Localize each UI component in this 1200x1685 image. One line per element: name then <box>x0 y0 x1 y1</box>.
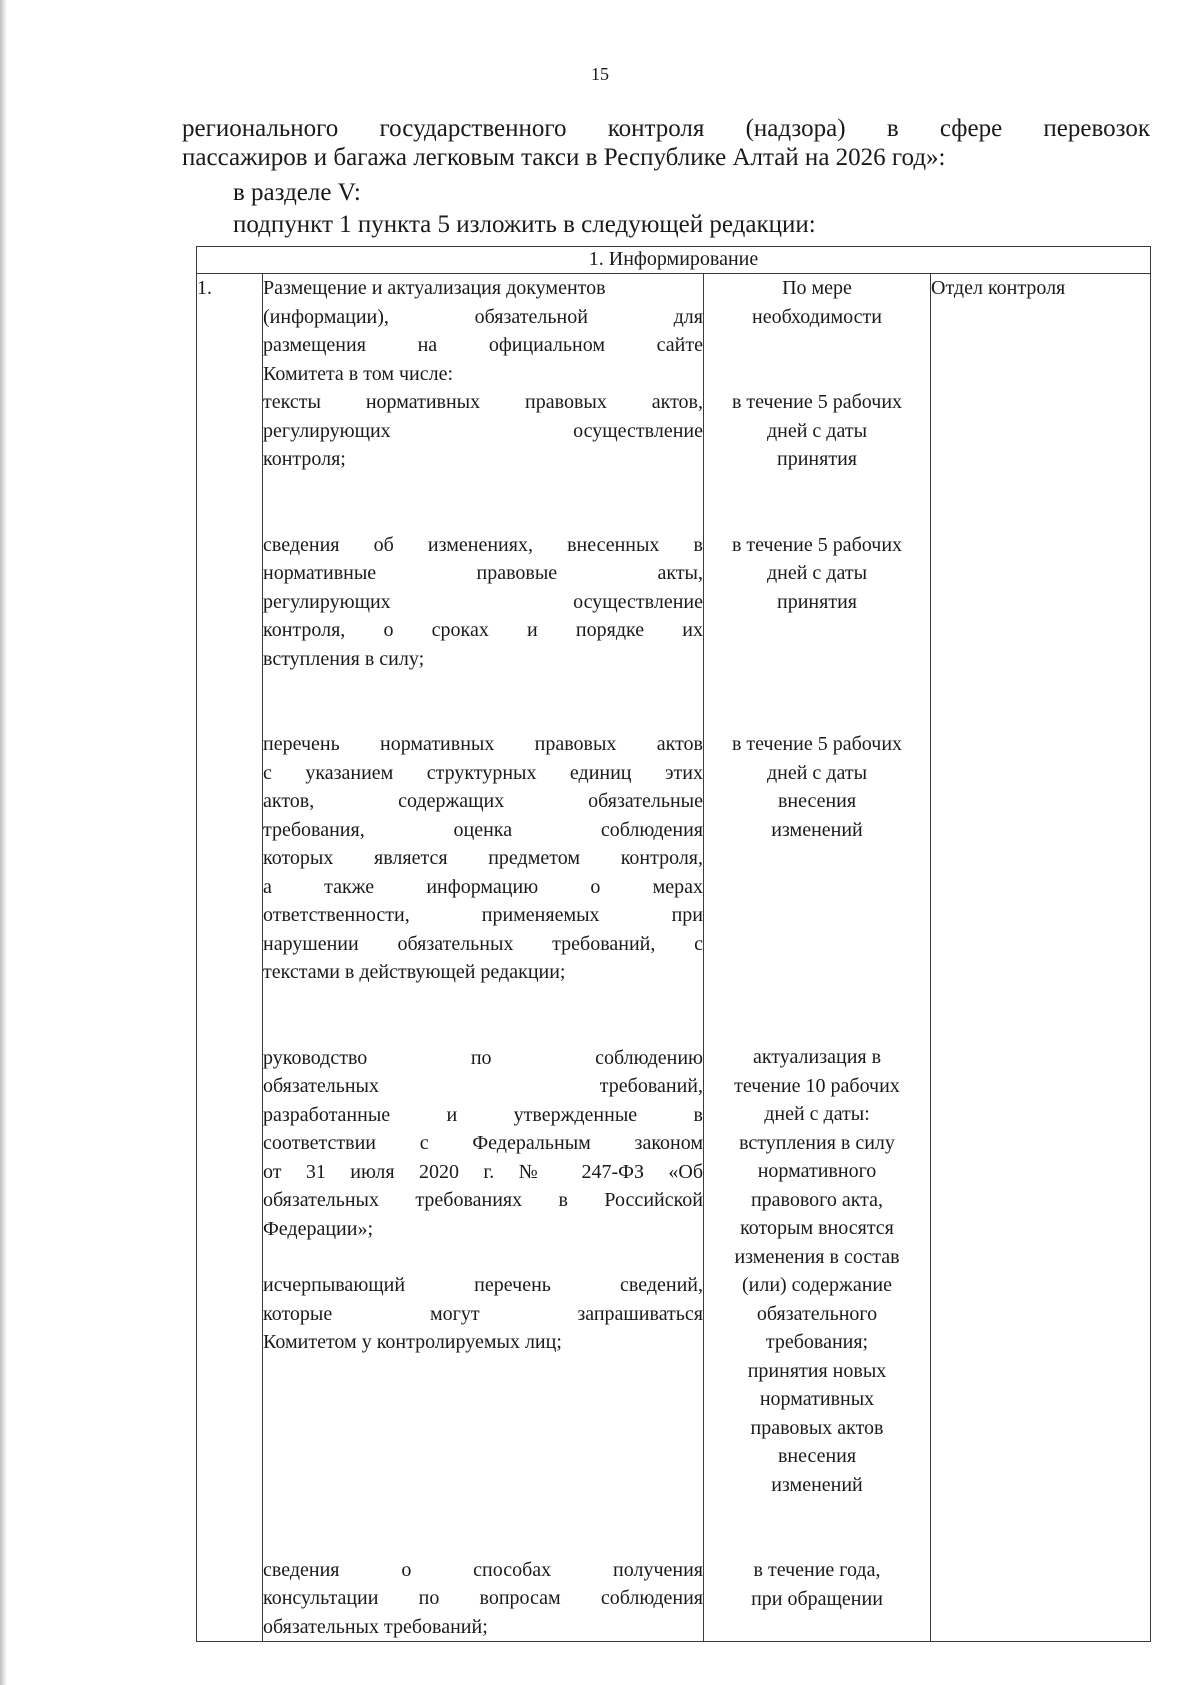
text-line: принятия <box>777 590 857 613</box>
text-line: консультации по вопросам соблюдения <box>263 1587 703 1609</box>
text-line: Комитетом у контролируемых лиц; <box>263 1331 562 1353</box>
text-line: (информации), обязательной для <box>263 305 703 328</box>
text-line: контроля, о сроках и порядке их <box>263 619 703 641</box>
text-line: изменений <box>771 818 863 841</box>
text-line: руководство по соблюдению <box>263 1046 703 1069</box>
text-line: соответствии с Федеральным законом <box>263 1132 703 1154</box>
text-line: при обращении <box>751 1587 883 1610</box>
text-line: вступления в силу; <box>263 647 425 670</box>
text-line: (или) содержание <box>741 1274 893 1296</box>
section-title: 1. Информирование <box>197 247 1151 274</box>
table-row <box>197 274 1151 1642</box>
text-line: размещения на официальном сайте <box>263 334 703 356</box>
text-line: принятия <box>777 448 857 470</box>
executor-cell: Отдел контроля <box>931 274 1151 1642</box>
text-line: Размещение и актуализация документов <box>263 277 606 299</box>
description-entry <box>263 730 703 987</box>
page-number: 15 <box>591 64 609 84</box>
deadline-cell <box>704 274 931 1642</box>
text-line: По мере <box>782 277 852 299</box>
text-line: в течение 5 рабочих <box>731 391 903 413</box>
text-line: внесения <box>777 790 857 812</box>
text-line: обязательного <box>756 1302 878 1325</box>
text-line: нормативного <box>757 1160 877 1182</box>
text-line: правовых актов <box>750 1416 884 1439</box>
intro-line: в разделе V: <box>233 179 361 206</box>
text-line: которым вносятся <box>740 1217 894 1239</box>
description-entry <box>263 531 703 674</box>
text-line: обязательных требований; <box>263 1615 488 1638</box>
text-line: регулирующих осуществление <box>263 419 703 442</box>
text-line: в течение 5 рабочих <box>731 533 903 556</box>
text-line: дней с даты <box>766 761 868 784</box>
text-line: нарушении обязательных требований, с <box>263 932 703 955</box>
text-line: разработанные и утвержденные в <box>263 1103 703 1126</box>
text-line: регулирующих осуществление <box>263 590 703 613</box>
deadline-entry <box>704 388 930 474</box>
text-line: Федерации»; <box>263 1217 374 1240</box>
description-entry <box>263 1556 703 1642</box>
row-number: 1. <box>197 274 263 1642</box>
description-entry <box>263 388 703 474</box>
description-entry <box>263 1044 703 1244</box>
text-line: тексты нормативных правовых актов, <box>263 391 703 413</box>
text-line: перечень нормативных правовых актов <box>263 733 703 755</box>
text-line: в течение года, <box>753 1559 881 1581</box>
text-line: нормативные правовые акты, <box>263 562 703 584</box>
text-line: изменения в состав <box>734 1245 900 1268</box>
text-line: Комитета в том числе: <box>263 362 454 385</box>
description-cell <box>263 274 704 1642</box>
text-line: нормативных <box>759 1388 875 1410</box>
text-line: сведения о способах получения <box>263 1558 703 1581</box>
text-line: от 31 июля 2020 г. № 247-ФЗ «Об <box>263 1160 703 1183</box>
text-line: течение 10 рабочих <box>734 1074 900 1097</box>
text-line: которых является предметом контроля, <box>263 847 703 869</box>
text-line: обязательных требований, <box>263 1075 703 1097</box>
text-line: ответственности, применяемых при <box>263 904 703 926</box>
intro-line: пассажиров и багажа легковым такси в Республике Алтай на 2026 год»: <box>182 144 946 171</box>
text-line: а также информацию о мерах <box>263 875 703 898</box>
text-line: сведения об изменениях, внесенных в <box>263 533 703 556</box>
text-line: требования, оценка соблюдения <box>263 818 703 841</box>
scan-edge <box>0 0 7 1685</box>
description-entry <box>263 1271 703 1357</box>
text-line: исчерпывающий перечень сведений, <box>263 1274 703 1296</box>
deadline-entry <box>704 531 930 617</box>
text-line: принятия новых <box>747 1359 887 1382</box>
text-line: дней с даты <box>766 419 868 442</box>
text-line: с указанием структурных единиц этих <box>263 761 703 784</box>
text-line: дней с даты <box>766 562 868 584</box>
text-line: требования; <box>765 1331 869 1353</box>
text-line: дней с даты: <box>764 1103 870 1125</box>
text-line: контроля; <box>263 448 346 470</box>
intro-line: регионального государственного контроля (надзора) в сфере перевозок <box>182 115 1150 142</box>
text-line: которые могут запрашиваться <box>263 1302 703 1325</box>
activity-table <box>196 246 1151 1642</box>
deadline-entry <box>704 730 930 844</box>
text-line: правового акта, <box>750 1188 884 1211</box>
section-row <box>197 247 1151 274</box>
text-line: вступления в силу <box>739 1131 895 1154</box>
deadline-entry <box>704 1043 930 1499</box>
description-entry <box>263 274 703 388</box>
deadline-entry <box>704 1556 930 1613</box>
text-line: необходимости <box>751 305 882 328</box>
text-line: актов, содержащих обязательные <box>263 790 703 812</box>
intro-line: подпункт 1 пункта 5 изложить в следующей редакции: <box>233 211 816 238</box>
text-line: текстами в действующей редакции; <box>263 961 566 983</box>
text-line: изменений <box>771 1473 863 1496</box>
text-line: внесения <box>777 1445 857 1467</box>
text-line: в течение 5 рабочих <box>731 733 903 755</box>
deadline-entry <box>704 274 930 331</box>
text-line: обязательных требованиях в Российской <box>263 1189 703 1211</box>
text-line: актуализация в <box>752 1046 882 1068</box>
